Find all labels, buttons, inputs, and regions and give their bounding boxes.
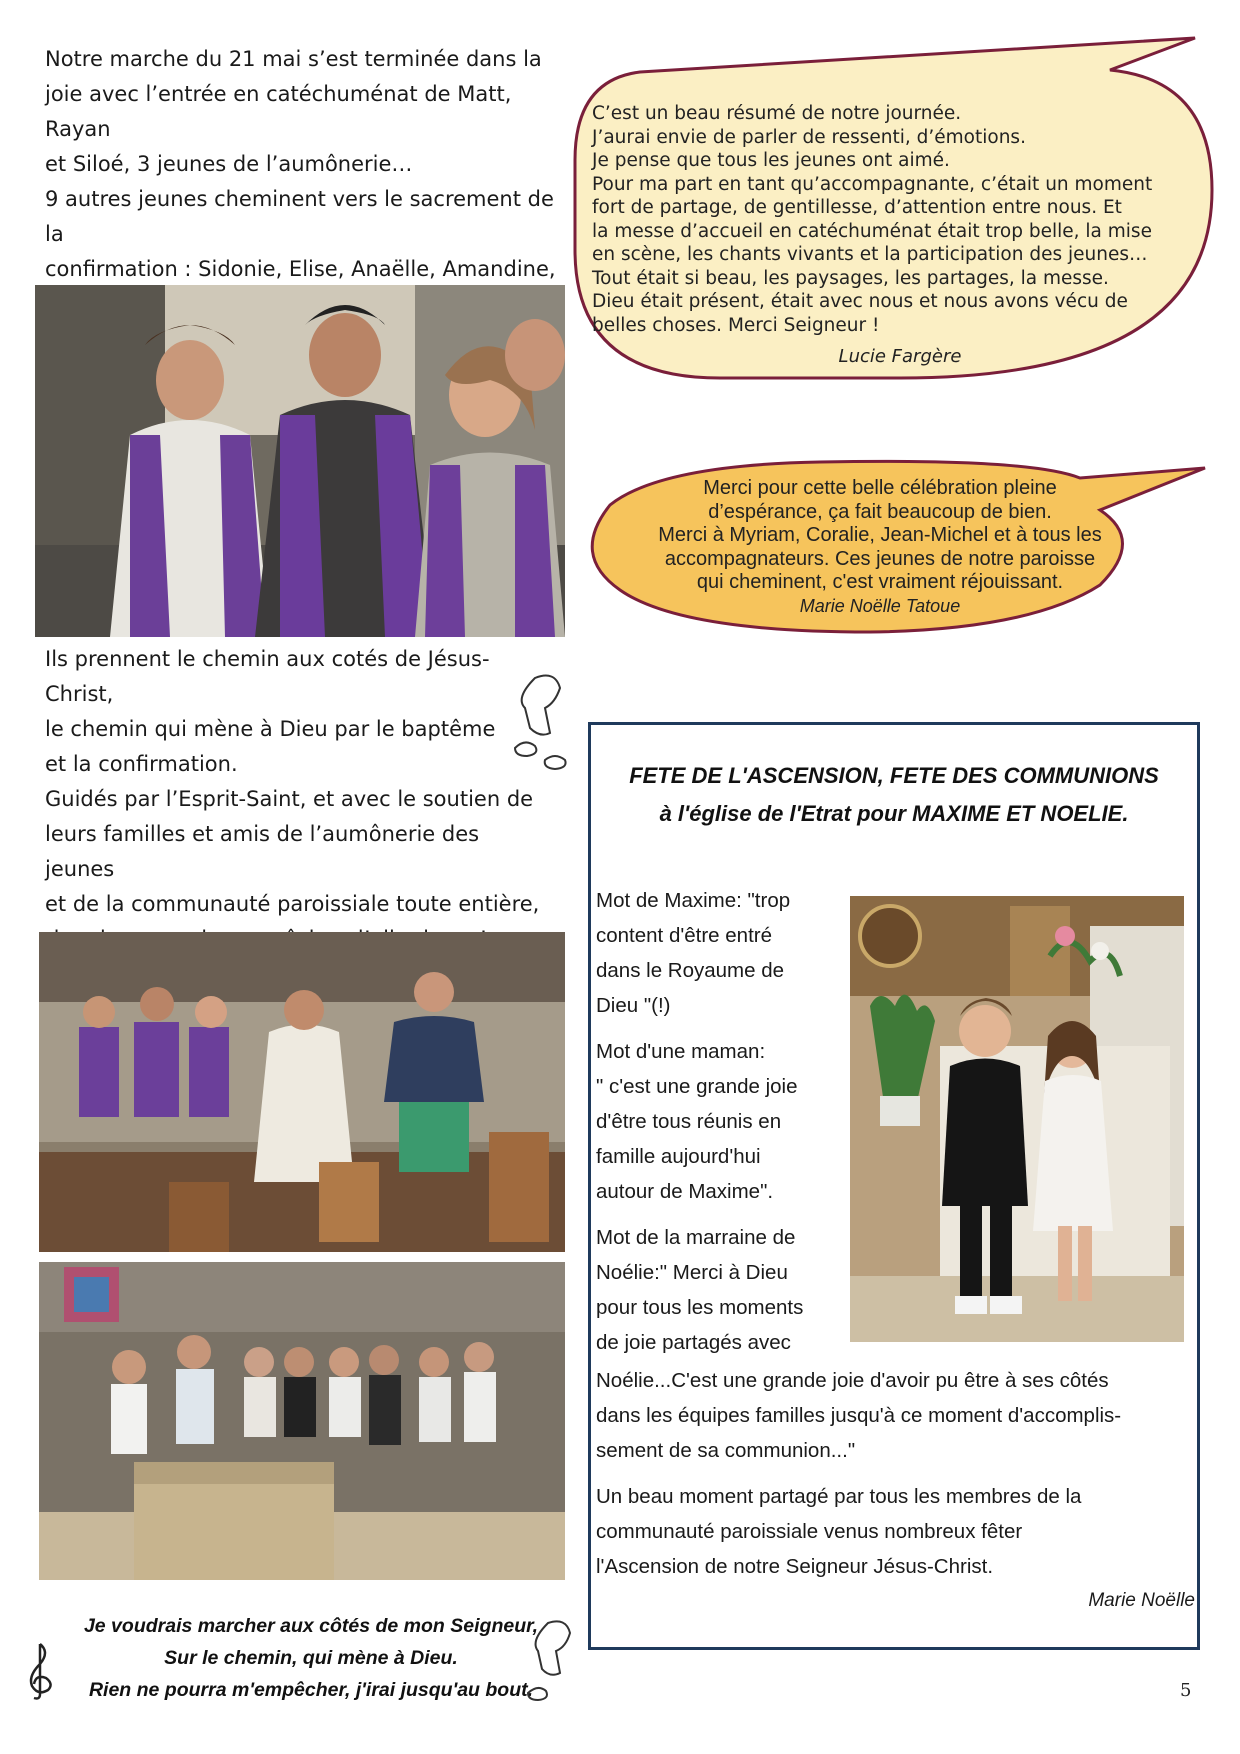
- box-line: de joie partagés avec: [596, 1331, 791, 1354]
- middle-line: Guidés par l’Esprit-Saint, et avec le soutien de: [45, 787, 534, 811]
- box-line: pour tous les moments: [596, 1296, 804, 1319]
- bubble-line: Dieu était présent, était avec nous et nous avons vécu de: [592, 291, 1128, 312]
- song-lyrics: [36, 1610, 586, 1706]
- box-line: " c'est une grande joie: [596, 1075, 798, 1098]
- box-line: dans le Royaume de: [596, 959, 785, 982]
- box-line: Mot d'une maman:: [596, 1040, 766, 1063]
- box-line: Un beau moment partagé par tous les membres de la: [596, 1485, 1082, 1508]
- bubble-lucie-signature: Lucie Fargère: [838, 346, 962, 367]
- box-line: Mot de Maxime: "trop: [596, 889, 791, 912]
- box-narrow-text: [596, 883, 841, 1360]
- middle-line: et de la communauté paroissiale toute entière,: [45, 892, 540, 916]
- box-line: famille aujourd'hui: [596, 1145, 761, 1168]
- bubble-line: J’aurai envie de parler de ressenti, d’émotions.: [592, 126, 1026, 148]
- bubble-line: Merci à Myriam, Coralie, Jean-Michel et à tous les: [658, 524, 1102, 546]
- box-title-line2: à l'église de l'Etrat pour MAXIME ET NOELIE.: [659, 801, 1129, 826]
- bubble-line: qui cheminent, c'est vraiment réjouissant.: [696, 571, 1064, 593]
- bubble-line: accompagnateurs. Ces jeunes de notre paroisse: [664, 547, 1096, 570]
- photo-group-church: [39, 1262, 565, 1580]
- box-line: autour de Maxime".: [596, 1180, 774, 1203]
- box-line: dans les équipes familles jusqu'à ce moment d'accomplis-: [596, 1404, 1122, 1427]
- treble-clef-icon: [24, 1640, 56, 1700]
- page-number: 5: [1180, 1680, 1192, 1701]
- bubble-line: Je pense que tous les jeunes ont aimé.: [592, 150, 950, 171]
- bubble-line: en scène, les chants vivants et la participation des jeunes…: [592, 244, 1148, 265]
- intro-line: confirmation : Sidonie, Elise, Anaëlle, Amandine,: [45, 257, 556, 281]
- box-line: Dieu "(!): [596, 994, 671, 1017]
- shoe-doodle-icon: [520, 1615, 584, 1710]
- box-line: Mot de la marraine de: [596, 1226, 796, 1249]
- bubble-line: Pour ma part en tant qu’accompagnante, c’était un moment: [592, 173, 1153, 195]
- bubble-line: la messe d’accueil en catéchuménat était trop belle, la mise: [592, 220, 1152, 242]
- middle-line: leurs familles et amis de l’aumônerie des jeunes: [45, 822, 480, 881]
- box-title-line1: FETE DE L'ASCENSION, FETE DES COMMUNIONS: [629, 763, 1159, 788]
- intro-line: joie avec l’entrée en catéchuménat de Matt, Rayan: [45, 82, 512, 141]
- bubble-line: fort de partage, de gentillesse, d’attention entre nous. Et: [592, 197, 1122, 218]
- song-line: Je voudrais marcher aux côtés de mon Seigneur,: [83, 1615, 539, 1637]
- bubble-marie-text: [620, 477, 1140, 618]
- intro-line: et Siloé, 3 jeunes de l’aumônerie…: [45, 152, 413, 176]
- song-line: Sur le chemin, qui mène à Dieu.: [164, 1647, 458, 1669]
- box-line: content d'être entré: [596, 924, 773, 947]
- box-line: d'être tous réunis en: [596, 1110, 782, 1133]
- bubble-line: d’espérance, ça fait beaucoup de bien.: [708, 500, 1052, 523]
- bubble-line: C’est un beau résumé de notre journée.: [592, 103, 962, 124]
- intro-line: Notre marche du 21 mai s’est terminée dans la: [45, 47, 542, 71]
- middle-line: Ils prennent le chemin aux cotés de Jésus-Christ,: [45, 647, 490, 706]
- box-line: l'Ascension de notre Seigneur Jésus-Christ.: [596, 1555, 994, 1578]
- song-line: Rien ne pourra m'empêcher, j'irai jusqu'au bout.: [88, 1679, 534, 1701]
- photo-reading-ceremony: [39, 932, 565, 1252]
- box-signature: Marie Noëlle: [1088, 1590, 1195, 1611]
- bubble-marie-signature: Marie Noëlle Tatoue: [799, 595, 961, 616]
- box-wide-text: [596, 1363, 1196, 1584]
- shoe-doodle-icon: [505, 668, 575, 773]
- bubble-line: Merci pour cette belle célébration pleine: [703, 477, 1057, 499]
- middle-line: le chemin qui mène à Dieu par le baptême: [45, 717, 496, 741]
- middle-line: et la confirmation.: [45, 752, 238, 776]
- box-line: communauté paroissiale venus nombreux fêter: [596, 1520, 1023, 1543]
- box-line: sement de sa communion...": [596, 1439, 856, 1462]
- bubble-line: Tout était si beau, les paysages, les partages, la messe.: [592, 267, 1109, 289]
- box-line: Noélie...C'est une grande joie d'avoir pu être à ses côtés: [596, 1369, 1109, 1392]
- photo-communicants: [850, 896, 1184, 1342]
- box-line: Noélie:" Merci à Dieu: [596, 1261, 788, 1284]
- intro-line: 9 autres jeunes cheminent vers le sacrement de la: [45, 187, 554, 246]
- bubble-line: belles choses. Merci Seigneur !: [592, 314, 880, 336]
